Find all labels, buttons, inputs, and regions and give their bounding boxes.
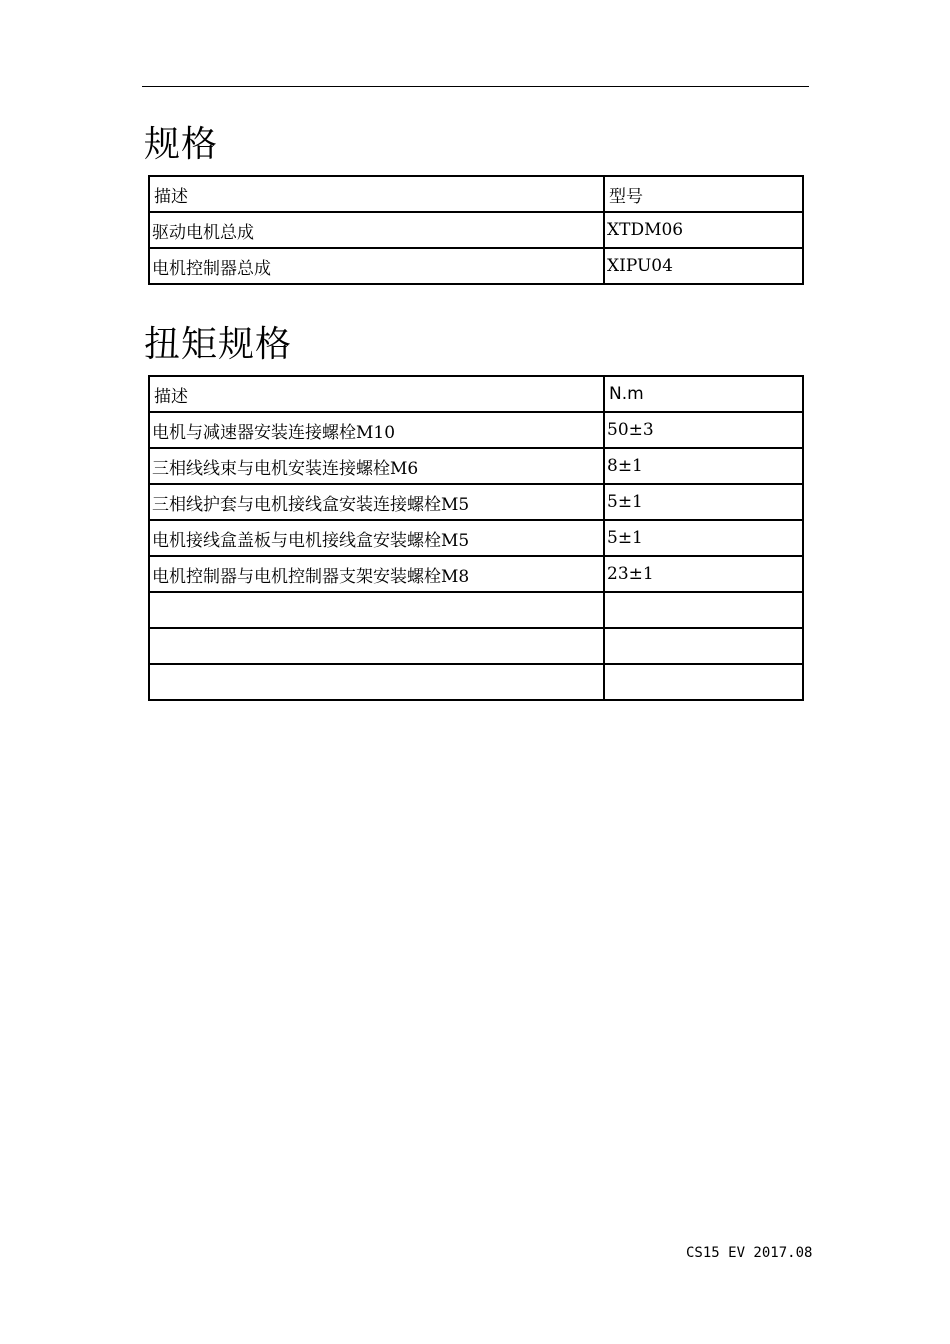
spec-header-model: 型号: [604, 176, 803, 212]
table-row: [149, 412, 803, 448]
table-row: [149, 448, 803, 484]
torque-description-cell: 电机控制器与电机控制器支架安装螺栓M8: [149, 556, 604, 592]
torque-value-cell: [604, 664, 803, 700]
header-rule: [142, 86, 809, 87]
torque-description-cell: [149, 628, 604, 664]
table-row: [149, 556, 803, 592]
spec-model-cell: XTDM06: [604, 212, 803, 248]
torque-description-cell: 电机接线盒盖板与电机接线盒安装螺栓M5: [149, 520, 604, 556]
table-row-empty: [149, 664, 803, 700]
torque-description-cell: 电机与减速器安装连接螺栓M10: [149, 412, 604, 448]
spec-table-header-row: [149, 176, 803, 212]
torque-value-cell: [604, 592, 803, 628]
torque-header-description: 描述: [149, 376, 604, 412]
torque-description-cell: [149, 664, 604, 700]
spec-description-cell: 驱动电机总成: [149, 212, 604, 248]
table-row: [149, 248, 803, 284]
spec-description-cell: 电机控制器总成: [149, 248, 604, 284]
torque-section-title: 扭矩规格: [144, 324, 293, 365]
torque-description-cell: [149, 592, 604, 628]
table-row: [149, 484, 803, 520]
torque-value-cell: 5±1: [604, 520, 803, 556]
table-row-empty: [149, 592, 803, 628]
torque-value-cell: 8±1: [604, 448, 803, 484]
spec-model-cell: XIPU04: [604, 248, 803, 284]
table-row: [149, 212, 803, 248]
torque-table-header-row: [149, 376, 803, 412]
torque-header-unit: N.m: [604, 376, 803, 412]
torque-table: [148, 375, 804, 701]
torque-description-cell: 三相线护套与电机接线盒安装连接螺栓M5: [149, 484, 604, 520]
footer-document-code: CS15 EV 2017.08: [686, 1245, 813, 1261]
torque-value-cell: 50±3: [604, 412, 803, 448]
spec-section-title: 规格: [144, 124, 219, 165]
spec-header-description: 描述: [149, 176, 604, 212]
torque-description-cell: 三相线线束与电机安装连接螺栓M6: [149, 448, 604, 484]
spec-table: [148, 175, 804, 285]
torque-value-cell: 5±1: [604, 484, 803, 520]
table-row: [149, 520, 803, 556]
torque-value-cell: 23±1: [604, 556, 803, 592]
table-row-empty: [149, 628, 803, 664]
torque-value-cell: [604, 628, 803, 664]
